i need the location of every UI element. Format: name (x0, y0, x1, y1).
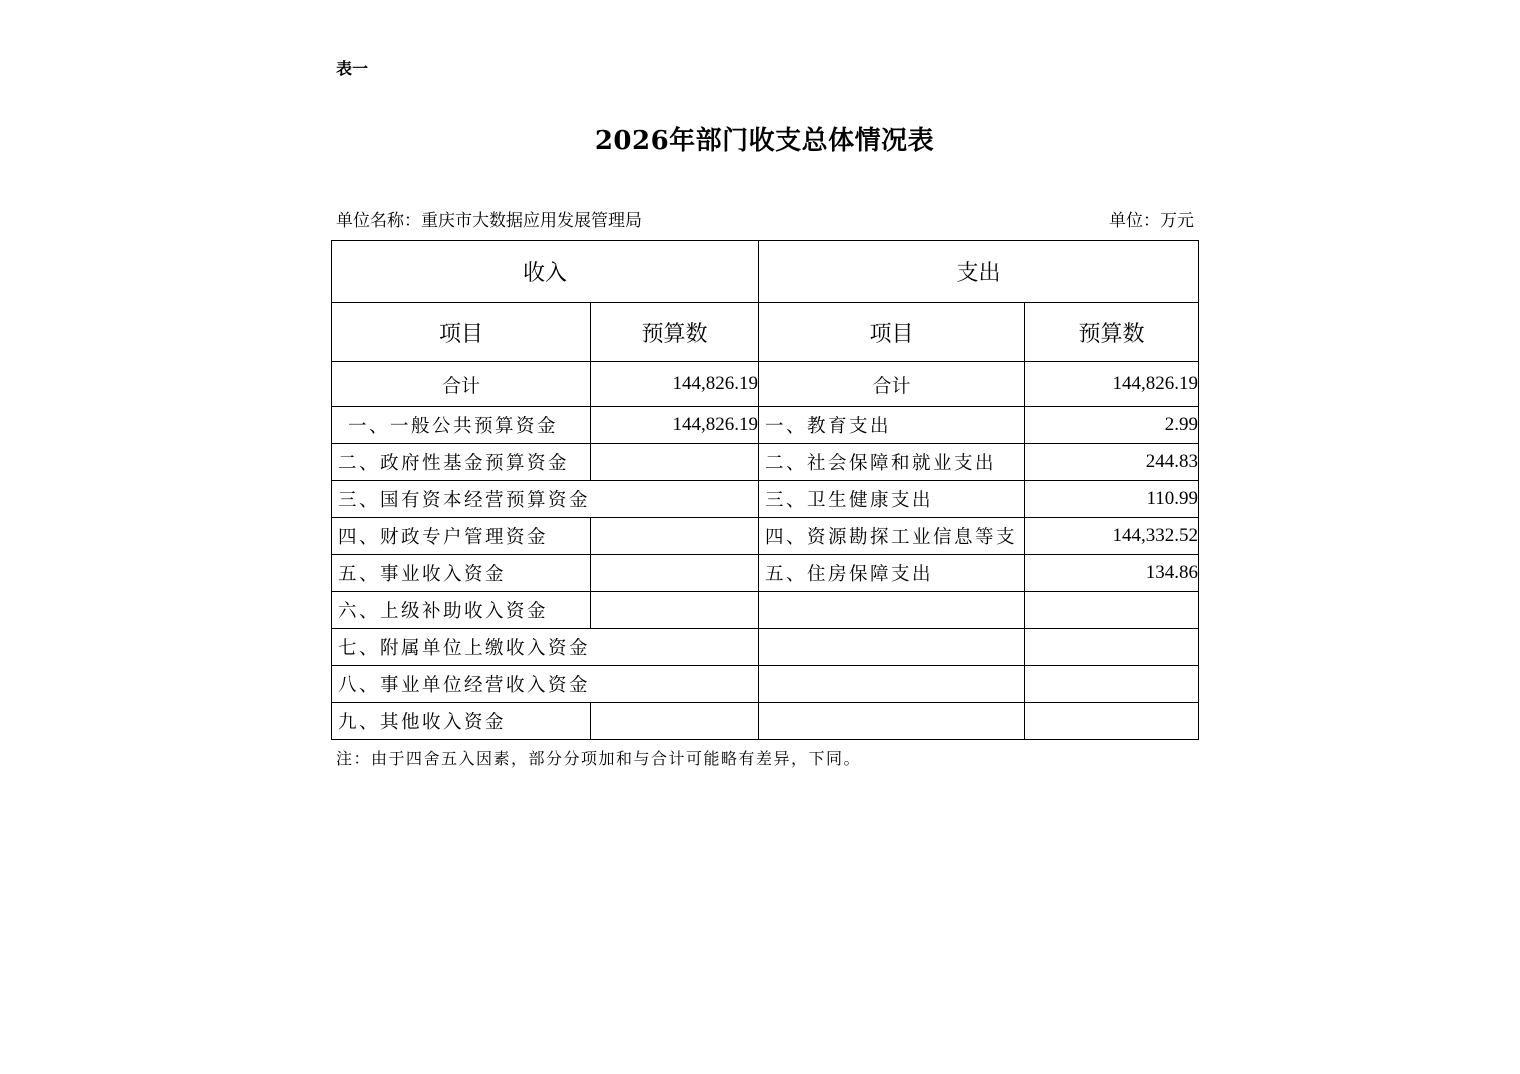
table-row (332, 666, 1199, 703)
table-row (332, 481, 1199, 518)
expense-item: 一、教育支出 (759, 407, 1025, 444)
income-budget-header: 预算数 (591, 303, 759, 362)
income-item: 一、一般公共预算资金 (332, 407, 591, 444)
table-number-label: 表一 (336, 59, 369, 78)
column-header-row (332, 303, 1199, 362)
income-item: 二、政府性基金预算资金 (332, 444, 591, 481)
income-item: 六、上级补助收入资金 (332, 592, 591, 629)
income-value (591, 555, 759, 592)
income-item: 五、事业收入资金 (332, 555, 591, 592)
income-value (591, 703, 759, 740)
expense-item (759, 666, 1025, 703)
income-total-value: 144,826.19 (591, 362, 759, 407)
table-row (332, 444, 1199, 481)
expense-value: 2.99 (1025, 407, 1199, 444)
table-row (332, 518, 1199, 555)
expense-item: 二、社会保障和就业支出 (759, 444, 1025, 481)
table-row (332, 629, 1199, 666)
income-value (591, 518, 759, 555)
budget-summary-table (331, 240, 1199, 740)
income-item: 八、事业单位经营收入资金 (332, 666, 759, 703)
expense-item: 四、资源勘探工业信息等支 (759, 518, 1025, 555)
expense-value (1025, 592, 1199, 629)
expense-item (759, 629, 1025, 666)
expense-item (759, 592, 1025, 629)
table-row (332, 555, 1199, 592)
currency-unit: 单位：万元 (1109, 211, 1194, 231)
expense-value (1025, 666, 1199, 703)
income-item: 七、附属单位上缴收入资金 (332, 629, 759, 666)
income-item-header: 项目 (332, 303, 591, 362)
income-total-label: 合计 (332, 362, 591, 407)
expense-value: 110.99 (1025, 481, 1199, 518)
document-title: 2026年部门收支总体情况表 (594, 126, 935, 156)
income-value: 144,826.19 (591, 407, 759, 444)
expense-value (1025, 629, 1199, 666)
section-header-row (332, 241, 1199, 303)
income-value (591, 444, 759, 481)
expense-item: 三、卫生健康支出 (759, 481, 1025, 518)
expense-item: 五、住房保障支出 (759, 555, 1025, 592)
expense-total-value: 144,826.19 (1025, 362, 1199, 407)
expense-budget-header: 预算数 (1025, 303, 1199, 362)
table-row (332, 703, 1199, 740)
income-item: 三、国有资本经营预算资金 (332, 481, 759, 518)
expense-item-header: 项目 (759, 303, 1025, 362)
expense-value: 244.83 (1025, 444, 1199, 481)
expense-section-header: 支出 (759, 241, 1199, 303)
unit-info-row (336, 206, 1194, 231)
income-value (591, 592, 759, 629)
total-row (332, 362, 1199, 407)
expense-total-label: 合计 (759, 362, 1025, 407)
table-row (332, 592, 1199, 629)
footnote: 注：由于四舍五入因素，部分分项加和与合计可能略有差异，下同。 (336, 749, 862, 768)
table-row (332, 407, 1199, 444)
expense-value: 144,332.52 (1025, 518, 1199, 555)
expense-item (759, 703, 1025, 740)
expense-value (1025, 703, 1199, 740)
income-section-header: 收入 (332, 241, 759, 303)
income-item: 九、其他收入资金 (332, 703, 591, 740)
expense-value: 134.86 (1025, 555, 1199, 592)
unit-name: 单位名称：重庆市大数据应用发展管理局 (336, 211, 642, 231)
income-item: 四、财政专户管理资金 (332, 518, 591, 555)
